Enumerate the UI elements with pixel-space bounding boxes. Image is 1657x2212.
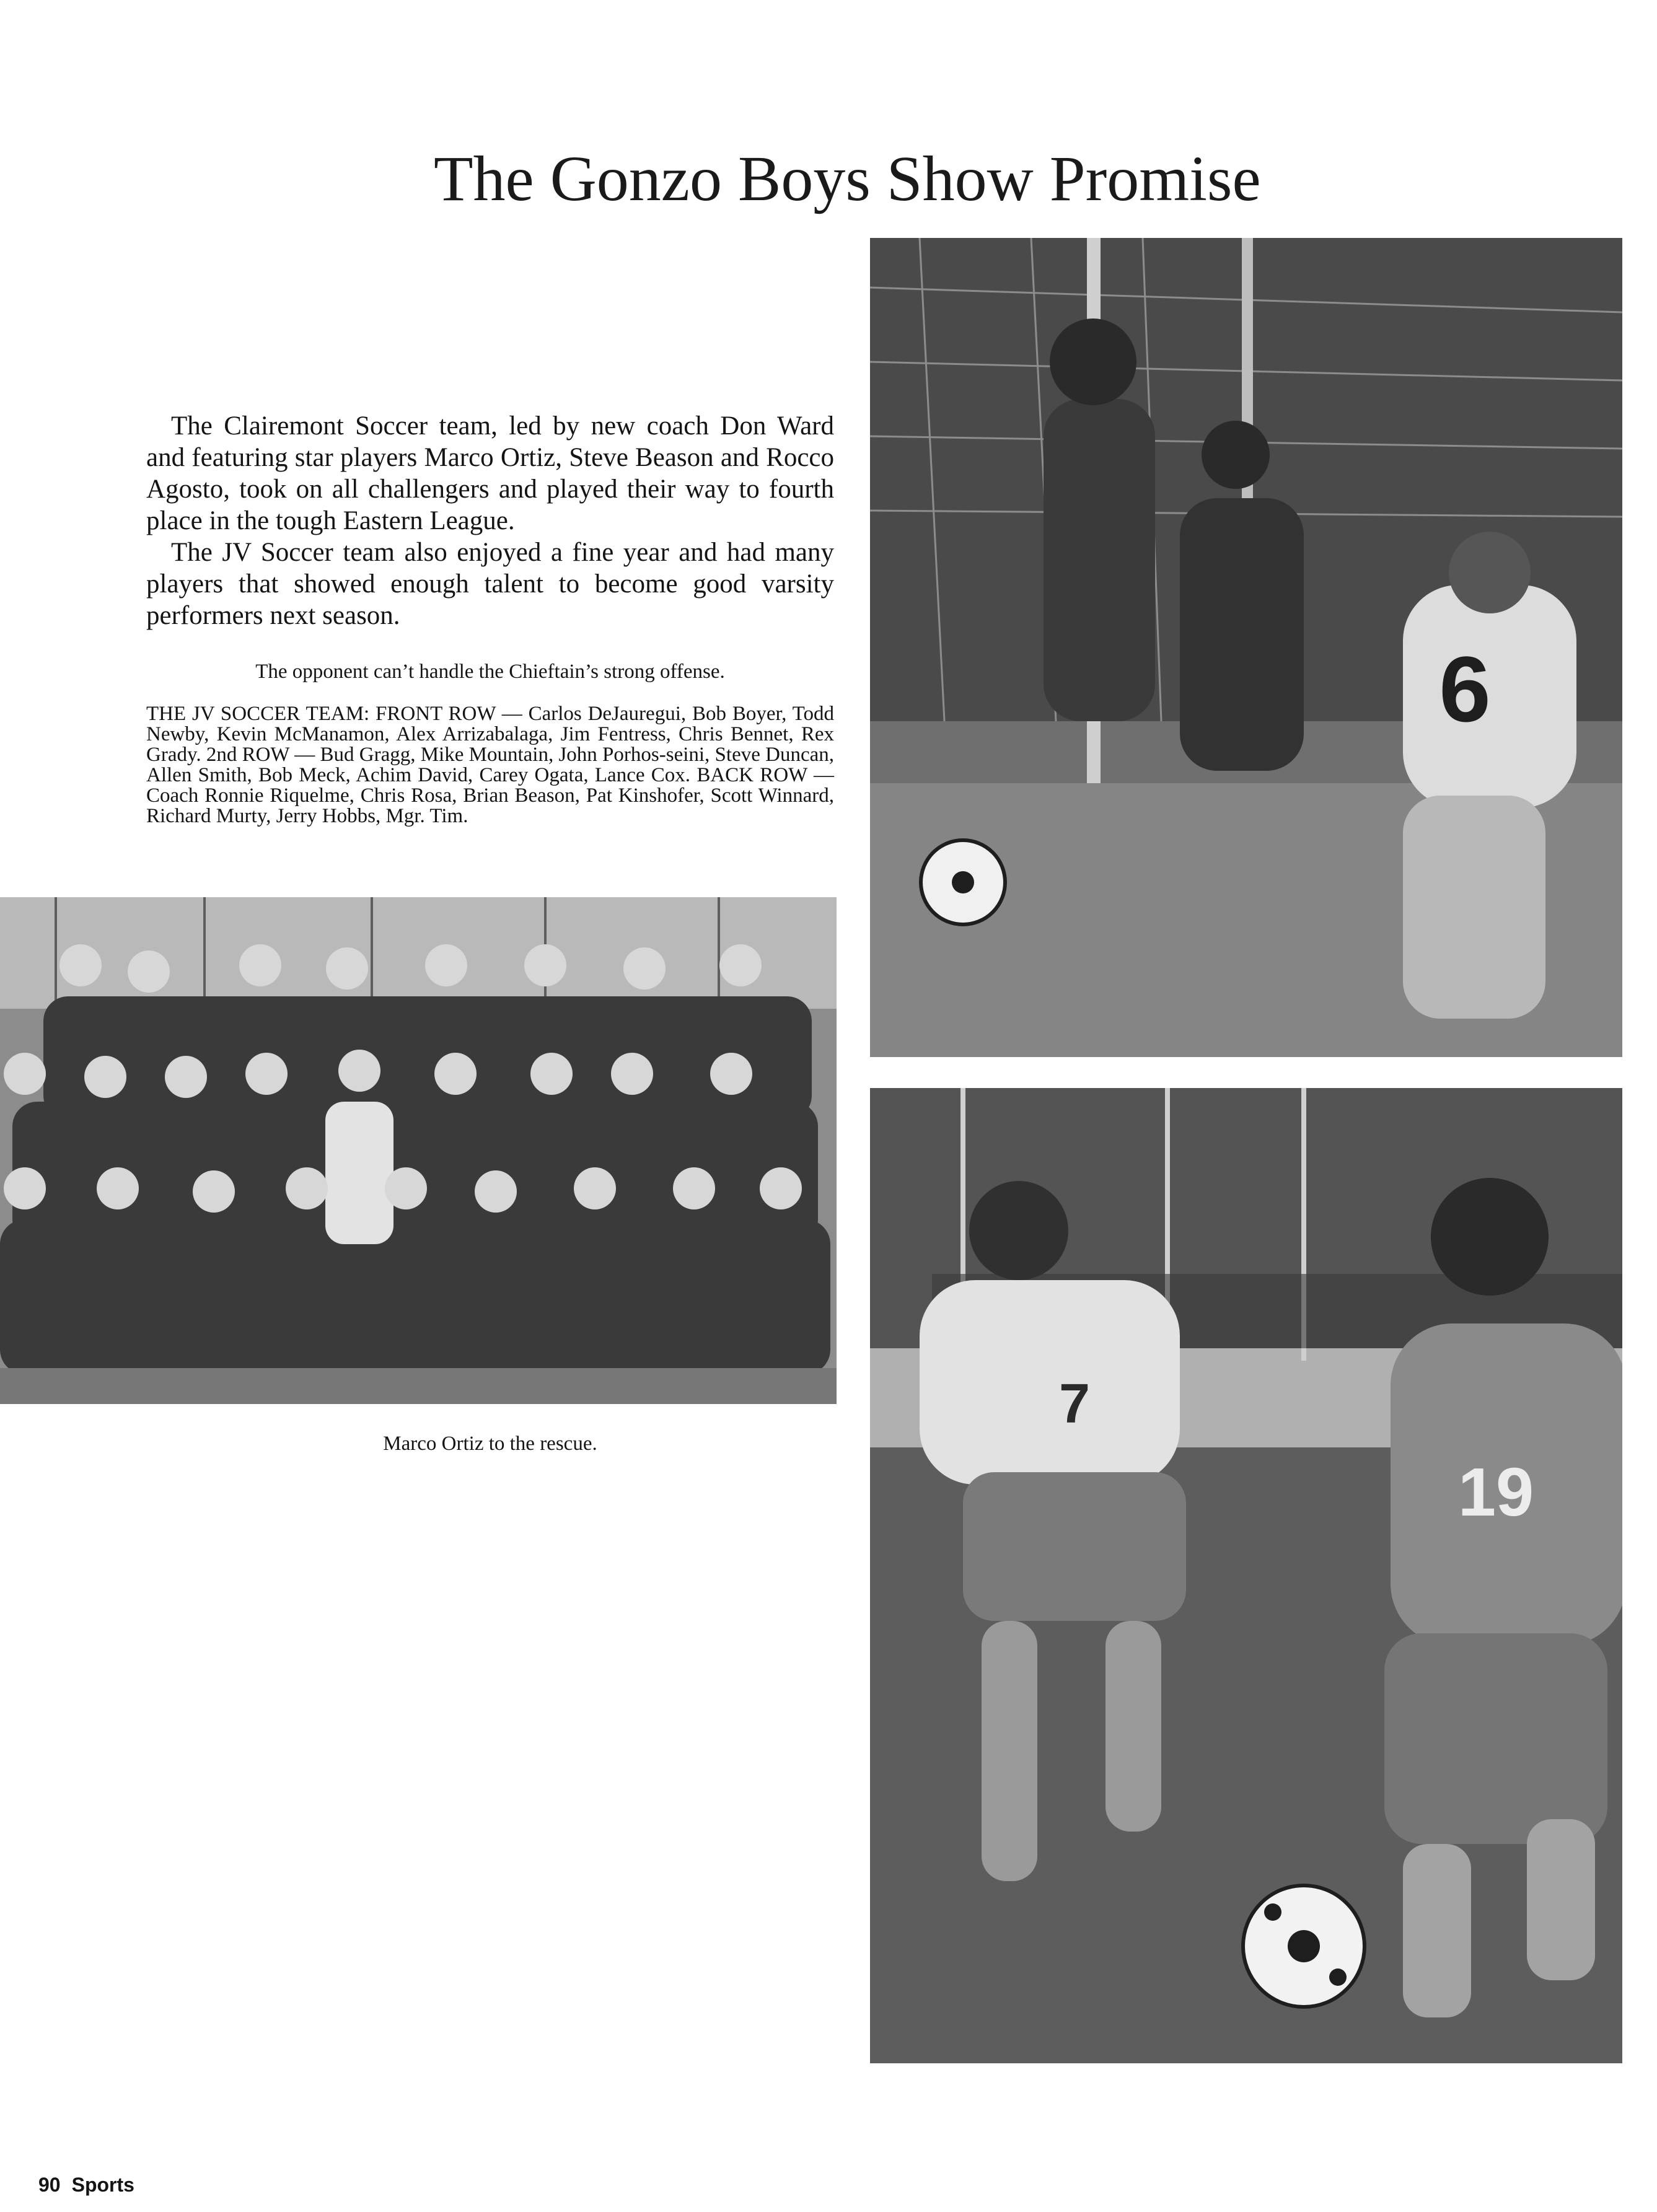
page-footer bbox=[38, 2174, 134, 2197]
page-title: The Gonzo Boys Show Promise bbox=[434, 143, 1261, 214]
section-name: Sports bbox=[71, 2174, 134, 2196]
caption-marco: Marco Ortiz to the rescue. bbox=[383, 1433, 597, 1455]
jersey-number: 6 bbox=[1439, 637, 1491, 741]
marco-ortiz-photo bbox=[870, 1088, 1622, 2063]
action-photo bbox=[870, 238, 1622, 1057]
intro-text bbox=[146, 410, 834, 631]
jersey-number: 19 bbox=[1457, 1454, 1534, 1530]
intro-paragraph: The JV Soccer team also enjoyed a fine year and had many players that showed enough talent to become good varsity performers next season. bbox=[146, 538, 834, 630]
jersey-number: 7 bbox=[1058, 1373, 1091, 1435]
caption-opponent: The opponent can’t handle the Chieftain’s strong offense. bbox=[255, 661, 725, 683]
caption-jv-team: THE JV SOCCER TEAM: FRONT ROW — Carlos DeJauregui, Bob Boyer, Todd Newby, Kevin McManamon, Alex Arrizabalaga, Jim Fentress, Chris Bennet, Rex Grady. 2nd ROW — Bud Gragg, Mike Mountain, John Porhos-seini, Steve Duncan, Allen Smith, Bob Meck, Achim David, Carey Ogata, Lance Cox. BACK ROW — Coach Ronnie Riquelme, Chris Rosa, Brian Beason, Pat Kinshofer, Scott Winnard, Richard Murty, Jerry Hobbs, Mgr. Tim. bbox=[146, 703, 834, 827]
page-number: 90 bbox=[38, 2174, 61, 2196]
jv-team-photo bbox=[0, 897, 837, 1404]
intro-paragraph: The Clairemont Soccer team, led by new coach Don Ward and featuring star players Marco Ortiz, Steve Beason and Rocco Agosto, took on all challengers and played their way to fourth place in the tough Eastern League. bbox=[146, 411, 834, 535]
